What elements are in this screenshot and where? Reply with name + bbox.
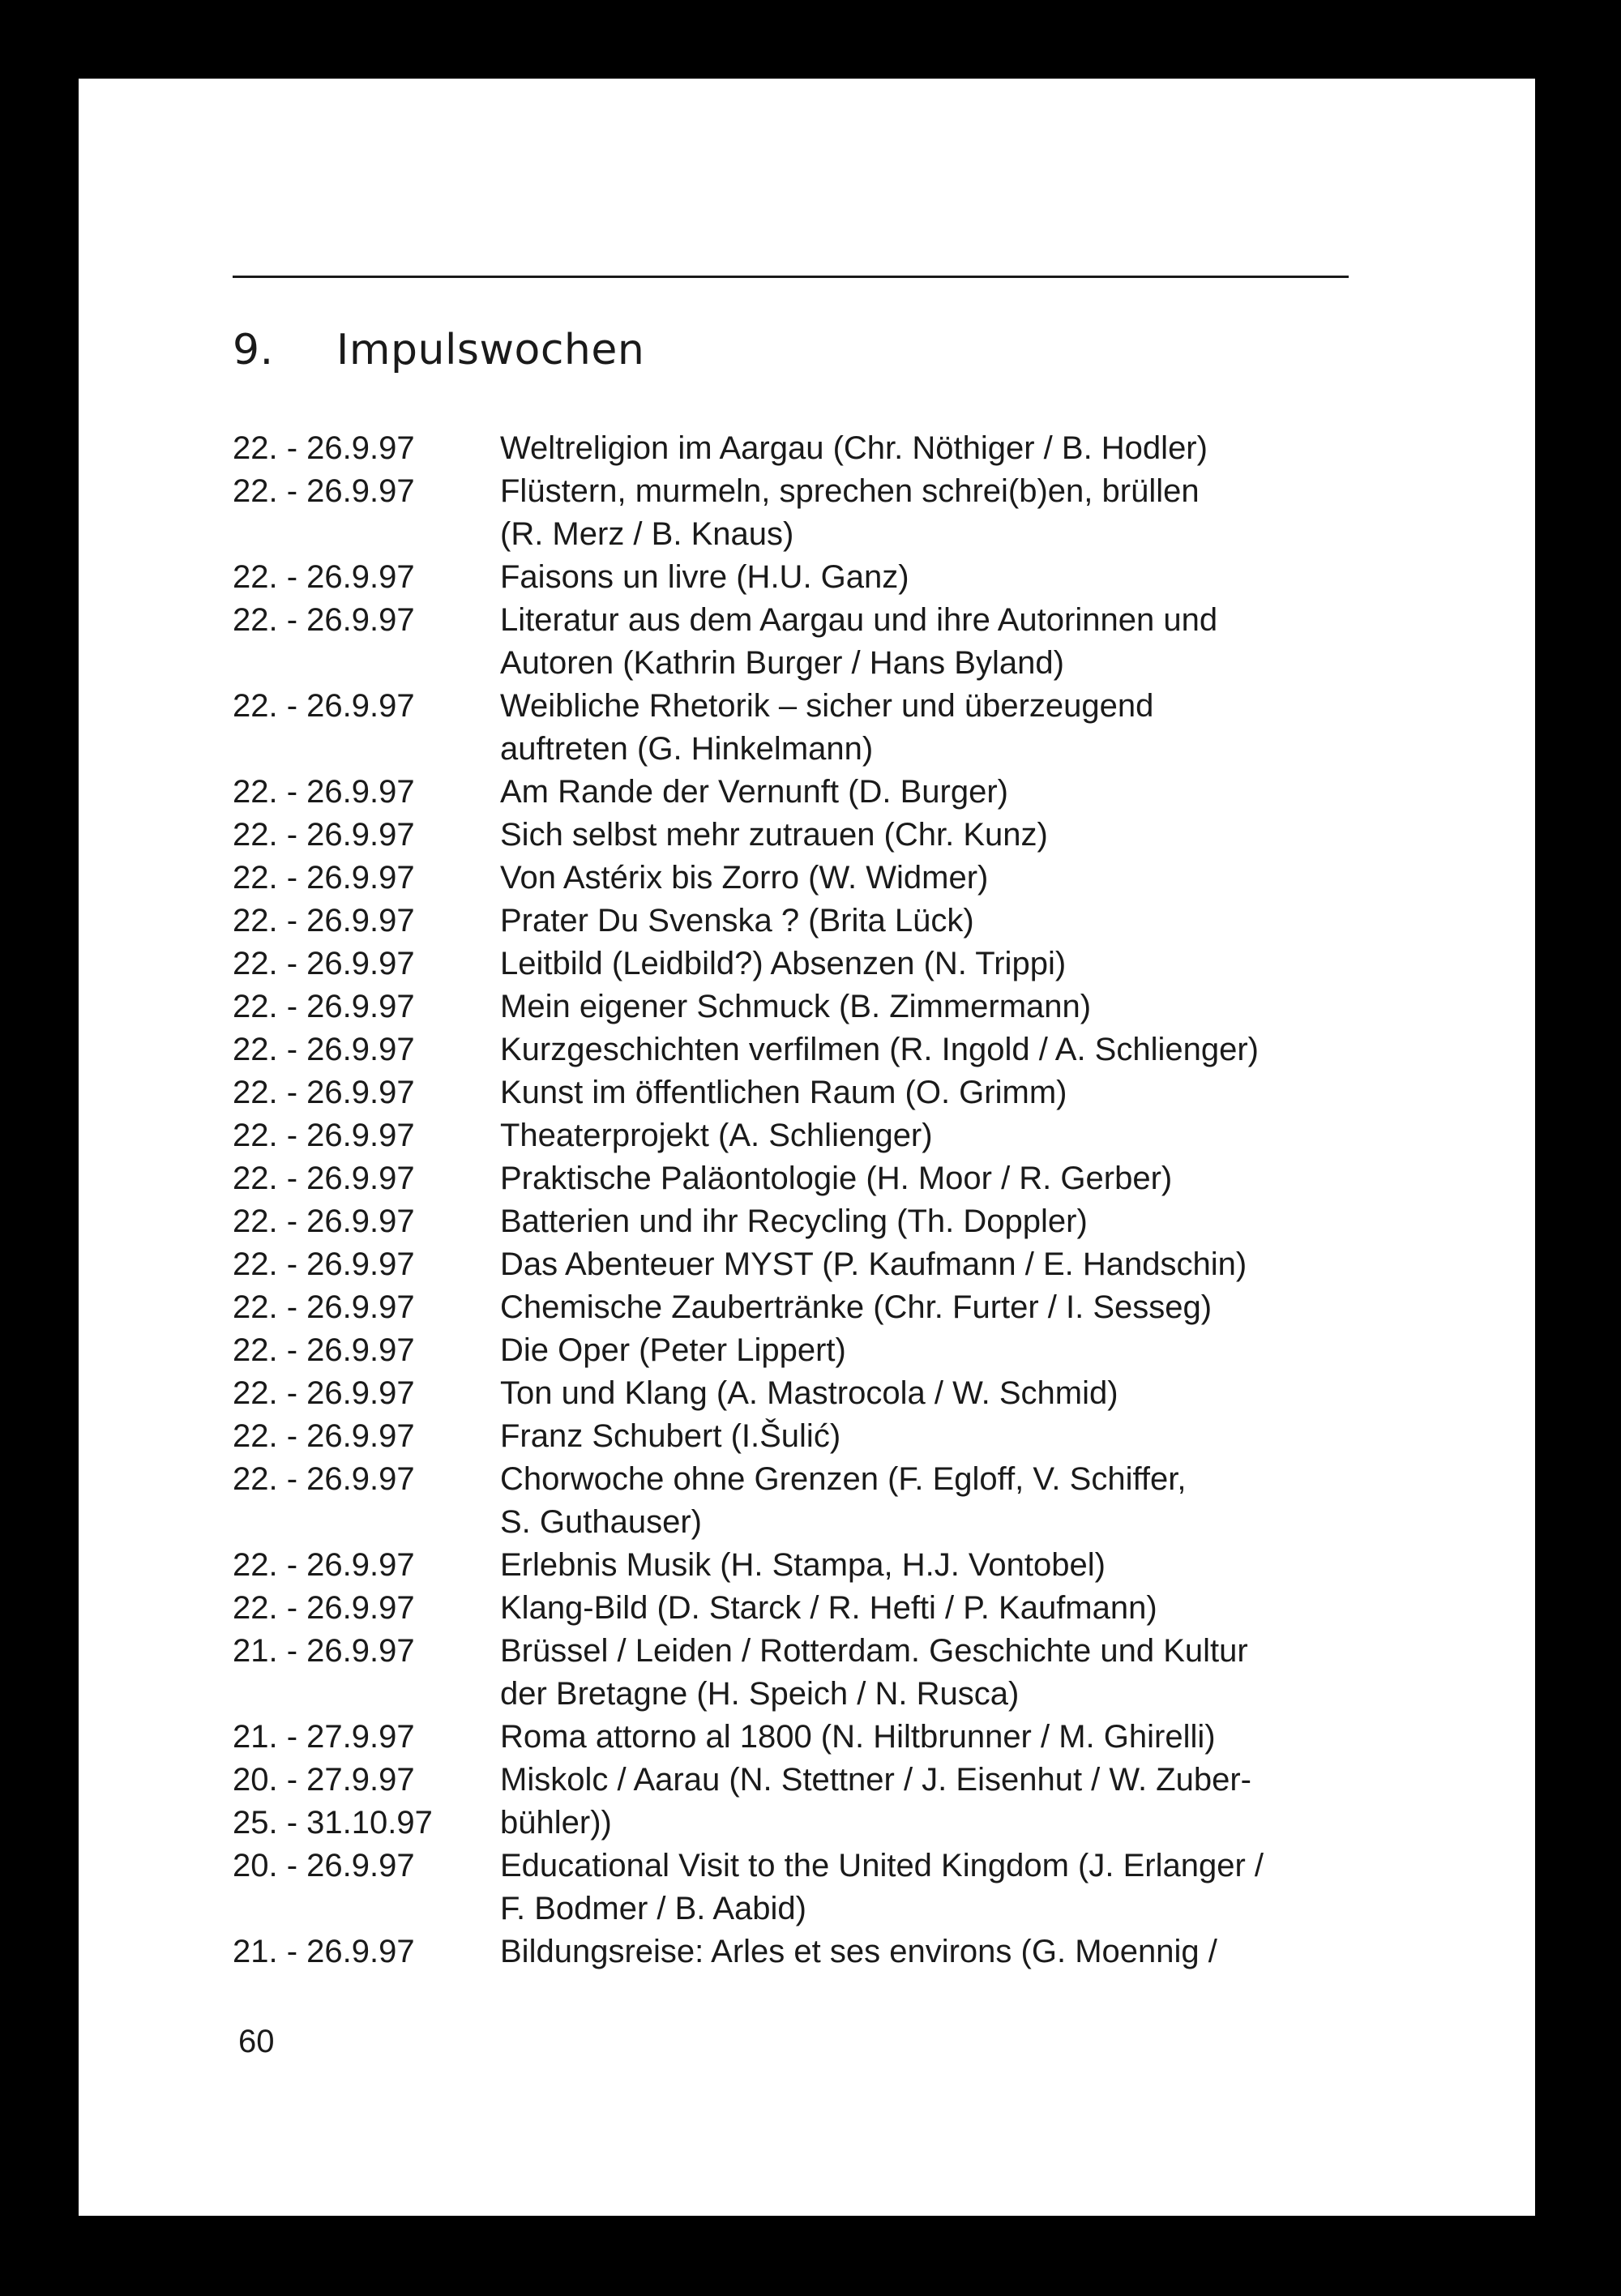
entry-dates xyxy=(233,1415,500,1458)
entry-date: 22. - 26.9.97 xyxy=(233,774,415,810)
entry-date: 21. - 26.9.97 xyxy=(233,1633,415,1669)
list-item xyxy=(233,1200,1497,1243)
entry-date: 22. - 26.9.97 xyxy=(233,1118,415,1153)
entry-dates xyxy=(233,685,500,728)
entry-date: 22. - 26.9.97 xyxy=(233,1075,415,1110)
entry-dates xyxy=(233,1587,500,1630)
top-rule xyxy=(233,276,1349,278)
entry-date: 20. - 27.9.97 xyxy=(233,1762,415,1798)
entry-title: Sich selbst mehr zutrauen (Chr. Kunz) xyxy=(500,817,1048,853)
entry-title: Chorwoche ohne Grenzen (F. Egloff, V. Schiffer, S. Guthauser) xyxy=(500,1461,1187,1540)
section-title: Impulswochen xyxy=(336,326,645,374)
list-item xyxy=(233,1415,1497,1458)
entry-dates xyxy=(233,427,500,470)
entry-date: 22. - 26.9.97 xyxy=(233,1246,415,1282)
list-item xyxy=(233,1157,1497,1200)
entry-date: 20. - 26.9.97 xyxy=(233,1848,415,1883)
entry-title: Weibliche Rhetorik – sicher und überzeugend auftreten (G. Hinkelmann) xyxy=(500,688,1154,767)
entry-dates xyxy=(233,1157,500,1200)
entry-date: 22. - 26.9.97 xyxy=(233,1032,415,1067)
entry-date: 22. - 26.9.97 xyxy=(233,1161,415,1196)
entry-date: 22. - 26.9.97 xyxy=(233,1204,415,1239)
entry-date: 22. - 26.9.97 xyxy=(233,473,415,509)
entry-title: Batterien und ihr Recycling (Th. Doppler) xyxy=(500,1204,1088,1239)
entry-date: 22. - 26.9.97 xyxy=(233,1375,415,1411)
entry-dates xyxy=(233,1759,500,1845)
list-item xyxy=(233,814,1497,857)
list-item xyxy=(233,685,1497,771)
entry-title: Chemische Zaubertränke (Chr. Furter / I. Sesseg) xyxy=(500,1289,1213,1325)
entry-title: Theaterprojekt (A. Schlienger) xyxy=(500,1118,933,1153)
list-item xyxy=(233,1544,1497,1587)
entry-dates xyxy=(233,1028,500,1071)
entry-date: 22. - 26.9.97 xyxy=(233,989,415,1024)
entry-date: 22. - 26.9.97 xyxy=(233,1289,415,1325)
list-item xyxy=(233,857,1497,900)
list-item xyxy=(233,1372,1497,1415)
entry-dates xyxy=(233,470,500,513)
entry-dates xyxy=(233,599,500,642)
list-item xyxy=(233,986,1497,1028)
entry-dates xyxy=(233,986,500,1028)
list-item xyxy=(233,1329,1497,1372)
entry-title: Am Rande der Vernunft (D. Burger) xyxy=(500,774,1008,810)
entry-title: Kurzgeschichten verfilmen (R. Ingold / A. Schlienger) xyxy=(500,1032,1259,1067)
list-item xyxy=(233,470,1497,556)
entry-dates xyxy=(233,943,500,986)
entry-date: 22. - 26.9.97 xyxy=(233,860,415,896)
entry-title: Brüssel / Leiden / Rotterdam. Geschichte und Kultur der Bretagne (H. Speich / N. Rusca) xyxy=(500,1633,1248,1712)
list-item xyxy=(233,900,1497,943)
entry-date: 22. - 26.9.97 xyxy=(233,946,415,981)
entry-dates xyxy=(233,1716,500,1759)
list-item xyxy=(233,1759,1497,1845)
entry-title: Klang-Bild (D. Starck / R. Hefti / P. Kaufmann) xyxy=(500,1590,1157,1626)
list-item xyxy=(233,1630,1497,1716)
entry-date: 22. - 26.9.97 xyxy=(233,1332,415,1368)
entry-dates xyxy=(233,556,500,599)
list-item xyxy=(233,1071,1497,1114)
entry-date: 22. - 26.9.97 xyxy=(233,602,415,638)
entry-date: 21. - 27.9.97 xyxy=(233,1719,415,1755)
entry-date: 21. - 26.9.97 xyxy=(233,1934,415,1969)
entry-title: Die Oper (Peter Lippert) xyxy=(500,1332,846,1368)
entry-title: Prater Du Svenska ? (Brita Lück) xyxy=(500,903,974,938)
list-item xyxy=(233,943,1497,986)
entry-date: 22. - 26.9.97 xyxy=(233,1461,415,1497)
entry-dates xyxy=(233,1845,500,1888)
entry-dates xyxy=(233,814,500,857)
entry-date: 22. - 26.9.97 xyxy=(233,430,415,466)
entry-title: Das Abenteuer MYST (P. Kaufmann / E. Handschin) xyxy=(500,1246,1247,1282)
entry-date: 22. - 26.9.97 xyxy=(233,1418,415,1454)
entry-date: 25. - 31.10.97 xyxy=(233,1805,433,1841)
entry-title: Roma attorno al 1800 (N. Hiltbrunner / M. Ghirelli) xyxy=(500,1719,1216,1755)
entry-title: Literatur aus dem Aargau und ihre Autorinnen und Autoren (Kathrin Burger / Hans Byland) xyxy=(500,602,1218,681)
list-item xyxy=(233,1587,1497,1630)
entry-date: 22. - 26.9.97 xyxy=(233,559,415,595)
entry-date: 22. - 26.9.97 xyxy=(233,1590,415,1626)
entry-dates xyxy=(233,1372,500,1415)
entry-title: Bildungsreise: Arles et ses environs (G. Moennig / xyxy=(500,1934,1217,1969)
list-item xyxy=(233,1716,1497,1759)
entry-title: Mein eigener Schmuck (B. Zimmermann) xyxy=(500,989,1092,1024)
list-item xyxy=(233,599,1497,685)
entry-dates xyxy=(233,1930,500,1973)
entry-dates xyxy=(233,1630,500,1673)
entry-dates xyxy=(233,900,500,943)
entry-date: 22. - 26.9.97 xyxy=(233,1547,415,1583)
entry-dates xyxy=(233,1071,500,1114)
entry-date: 22. - 26.9.97 xyxy=(233,688,415,724)
list-item xyxy=(233,1286,1497,1329)
entry-title: Erlebnis Musik (H. Stampa, H.J. Vontobel) xyxy=(500,1547,1106,1583)
list-item xyxy=(233,427,1497,470)
entry-dates xyxy=(233,771,500,814)
entry-dates xyxy=(233,1329,500,1372)
entry-dates xyxy=(233,1200,500,1243)
page-number: 60 xyxy=(238,2024,275,2059)
entry-title: Von Astérix bis Zorro (W. Widmer) xyxy=(500,860,989,896)
course-list xyxy=(233,427,1497,1973)
list-item xyxy=(233,1930,1497,1973)
entry-title: Ton und Klang (A. Mastrocola / W. Schmid) xyxy=(500,1375,1118,1411)
entry-title: Flüstern, murmeln, sprechen schrei(b)en, brüllen (R. Merz / B. Knaus) xyxy=(500,473,1200,552)
entry-dates xyxy=(233,1286,500,1329)
section-number: 9. xyxy=(233,326,274,374)
entry-title: Miskolc / Aarau (N. Stettner / J. Eisenhut / W. Zuber- bühler)) xyxy=(500,1762,1251,1841)
entry-title: Franz Schubert (I.Šulić) xyxy=(500,1418,841,1454)
entry-title: Educational Visit to the United Kingdom (J. Erlanger / F. Bodmer / B. Aabid) xyxy=(500,1848,1264,1926)
entry-date: 22. - 26.9.97 xyxy=(233,817,415,853)
entry-dates xyxy=(233,1458,500,1501)
list-item xyxy=(233,1845,1497,1930)
section-heading xyxy=(233,326,644,374)
entry-title: Weltreligion im Aargau (Chr. Nöthiger / B. Hodler) xyxy=(500,430,1208,466)
list-item xyxy=(233,1458,1497,1544)
list-item xyxy=(233,1028,1497,1071)
entry-dates xyxy=(233,1243,500,1286)
list-item xyxy=(233,1114,1497,1157)
document-page xyxy=(79,79,1535,2216)
entry-dates xyxy=(233,1544,500,1587)
entry-title: Praktische Paläontologie (H. Moor / R. Gerber) xyxy=(500,1161,1173,1196)
entry-date: 22. - 26.9.97 xyxy=(233,903,415,938)
entry-title: Faisons un livre (H.U. Ganz) xyxy=(500,559,909,595)
list-item xyxy=(233,556,1497,599)
list-item xyxy=(233,1243,1497,1286)
list-item xyxy=(233,771,1497,814)
entry-title: Kunst im öffentlichen Raum (O. Grimm) xyxy=(500,1075,1067,1110)
entry-dates xyxy=(233,857,500,900)
entry-title: Leitbild (Leidbild?) Absenzen (N. Trippi) xyxy=(500,946,1067,981)
entry-dates xyxy=(233,1114,500,1157)
